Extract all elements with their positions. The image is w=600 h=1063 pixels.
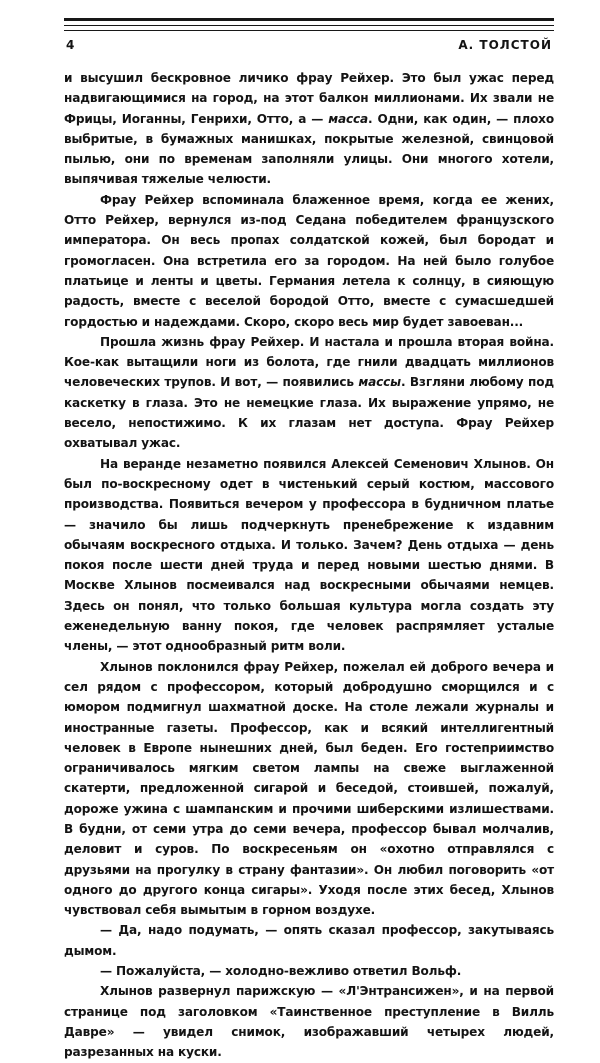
text-run: — Да, надо подумать, — опять сказал профессор, закутываясь дымом. bbox=[64, 923, 554, 958]
text-run: Фрау Рейхер вспоминала блаженное время, когда ее жених, Отто Рейхер, вернулся из-под Седана победителем французского императора. Он весь пропах солдатской кожей, был бородат и громогласен. Она встретила его за городом. На ней было голубое платьице и ленты и цветы. Германия летела к солнцу, в сияющую радость, вместе с веселой бородой Отто, вместе с сумасшедшей гордостью и надеждами. Скоро, скоро весь мир будет завоеван... bbox=[64, 192, 554, 329]
text-run: Хлынов поклонился фрау Рейхер, пожелал ей доброго вечера и сел рядом с профессором, который добродушно сморщился и с юмором подмигнул шахматной доске. На столе лежали журналы и иностранные газеты. Профессор, как и всякий интеллигентный человек в Европе нынешних дней, был беден. Его гостеприимство ограничивалось мягким светом лампы на свеже выглаженной скатерти, предложенной сигарой и беседой, стоившей, пожалуй, дороже ужина с шампанским и прочими шиберскими излишествами. В будни, от семи утра до семи вечера, профессор бывал молчалив, деловит и суров. По воскресеньям он «охотно отправлялся с друзьями на прогулку в страну фантазии». Он любил поговорить «от одного до другого конца сигары». Уходя после этих бесед, Хлынов чувствовал себя вымытым в горном воздухе. bbox=[64, 659, 554, 918]
text-body bbox=[64, 68, 554, 1063]
text-run: . Одни, как один, — плохо выбритые, в бумажных манишках, покрытые железной, свинцовой пылью, они по временам заполняли улицы. Они многого хотели, выпячивая тяжелые челюсти. bbox=[64, 111, 554, 187]
header-rule-bottom bbox=[64, 30, 554, 31]
text-run: Хлынов развернул парижскую — «Л'Энтрансижен», и на первой странице под заголовком «Таинственное преступление в Вилль Даврe» — увидел снимок, изображавший четырех людей, разрезанных на куски. bbox=[64, 984, 554, 1060]
italic-run: масса bbox=[328, 111, 369, 126]
italic-run: массы bbox=[358, 375, 401, 390]
text-run: Прошла жизнь фрау Рейхер. И настала и прошла вторая война. Кое-как вытащили ноги из болота, где гнили двадцать миллионов человеческих трупов. И вот, — появились bbox=[64, 334, 554, 390]
paragraph-7 bbox=[64, 961, 554, 981]
paragraph-1 bbox=[64, 68, 554, 190]
text-run: . Взгляни любому под каскетку в глаза. Это не немецкие глаза. Их выражение упрямо, не весело, непостижимо. К их глазам нет доступа. Фрау Рейхер охватывал ужас. bbox=[64, 375, 554, 451]
running-head bbox=[64, 38, 554, 56]
text-run: На веранде незаметно появился Алексей Семенович Хлынов. Он был по-воскресному одет в чистенький серый костюм, массового производства. Появиться вечером у профессора в будничном платье — значило бы лишь подчеркнуть пренебрежение к издавним обычаям воскресного отдыха. И только. Зачем? День отдыха — день покоя после шести дней труда и перед новыми шестью днями. В Москве Хлынов посмеивался над воскресными обычаями немцев. Здесь он понял, что только большая культура могла создать эту еженедельную ванну покоя, где человек распрямляет усталые члены, — этот однообразный ритм воли. bbox=[64, 456, 554, 654]
text-run: и высушил бескровное личико фрау Рейхер. Это был ужас перед надвигающимися на город, на этот балкон миллионами. Их звали не Фрицы, Иоганны, Генрихи, Отто, а — bbox=[64, 71, 554, 126]
paragraph-4 bbox=[64, 454, 554, 657]
header-rule-top bbox=[64, 18, 554, 21]
paragraph-5 bbox=[64, 657, 554, 921]
text-run: — Пожалуйста, — холодно-вежливо ответил Вольф. bbox=[100, 964, 462, 979]
page-number: 4 bbox=[66, 38, 75, 52]
running-head-author: А. ТОЛСТОЙ bbox=[458, 38, 552, 52]
paragraph-8 bbox=[64, 981, 554, 1062]
paragraph-2 bbox=[64, 190, 554, 332]
paragraph-6 bbox=[64, 920, 554, 961]
paragraph-3 bbox=[64, 332, 554, 454]
header-rule-middle bbox=[64, 25, 554, 26]
